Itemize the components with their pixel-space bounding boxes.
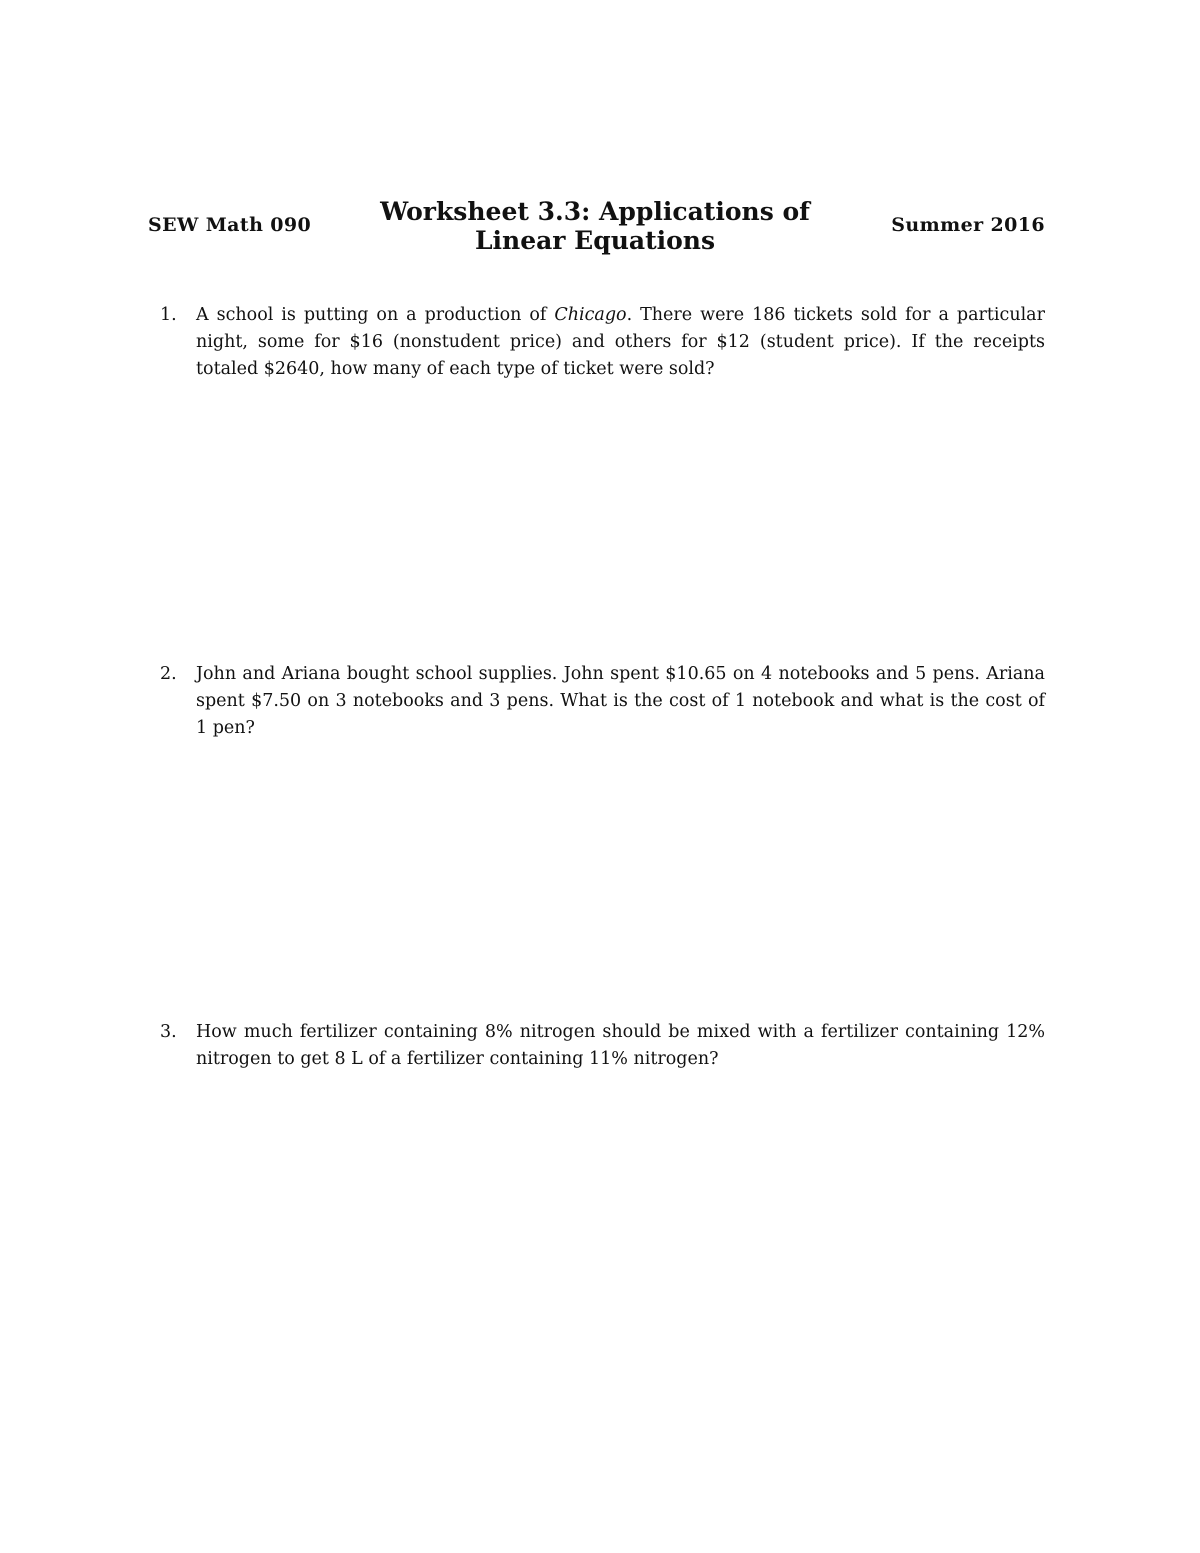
problem-number: 1. (160, 305, 177, 325)
title-line-1: Worksheet 3.3: Applications of (380, 197, 810, 226)
title-line-2: Linear Equations (474, 226, 716, 255)
course-name: SEW Math 090 (148, 214, 312, 236)
problem-1 (160, 302, 1045, 383)
problem-text-after: . There were 186 tickets sold for a particular night, some for $16 (nonstudent price) and others for $12 (student price). If the receipts totaled $2640, how many of each type of ticket were sold? (196, 305, 1045, 379)
problem-number: 3. (160, 1022, 177, 1042)
problem-text (196, 302, 1045, 383)
problem-2 (160, 661, 1045, 742)
problem-text: John and Ariana bought school supplies. John spent $10.65 on 4 notebooks and 5 pens. Ariana spent $7.50 on 3 notebooks and 3 pens. What is the cost of 1 notebook and what is the cost of 1 pen? (196, 664, 1045, 738)
worksheet-title (330, 197, 860, 255)
term-label: Summer 2016 (891, 214, 1045, 236)
problem-text: How much fertilizer containing 8% nitrogen should be mixed with a fertilizer containing 12% nitrogen to get 8 L of a fertilizer containing 11% nitrogen? (196, 1022, 1045, 1069)
problem-text-before: A school is putting on a production of (196, 305, 555, 325)
play-title: Chicago (554, 305, 627, 325)
problem-number: 2. (160, 664, 177, 684)
problem-3 (160, 1019, 1045, 1073)
